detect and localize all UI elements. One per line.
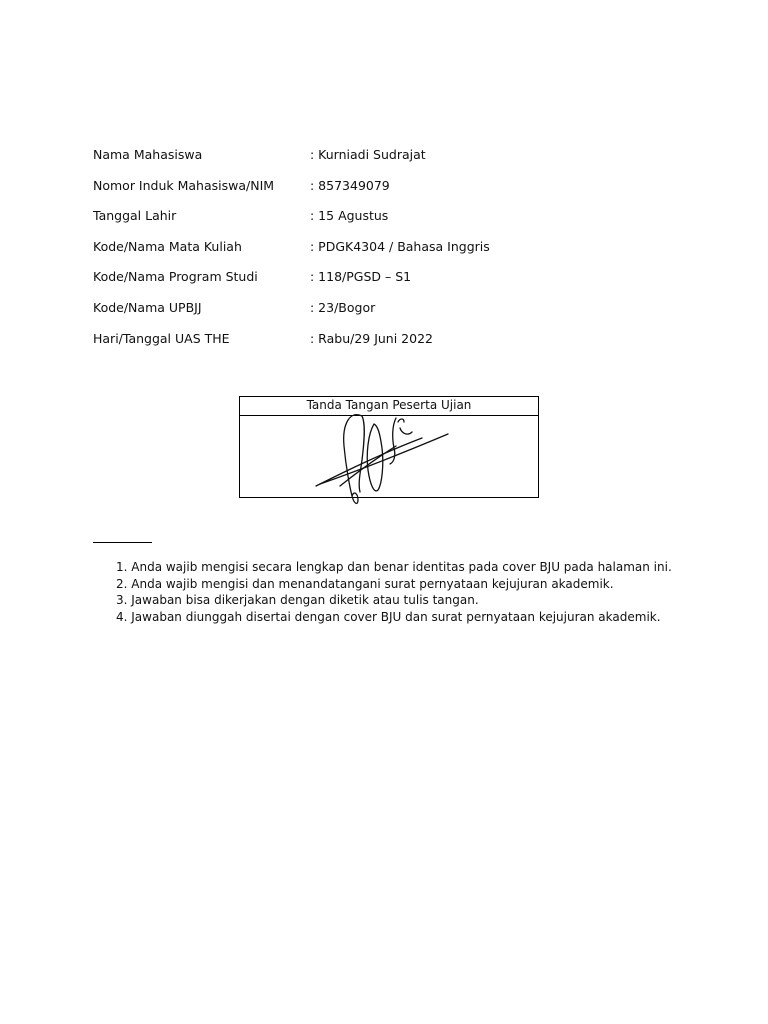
identity-value: : 857349079 bbox=[310, 177, 390, 193]
instruction-item: 2. Anda wajib mengisi dan menandatangani surat pernyataan kejujuran akademik. bbox=[116, 576, 614, 591]
instructions-list bbox=[116, 559, 756, 626]
identity-value: : Kurniadi Sudrajat bbox=[310, 147, 426, 162]
notes-divider bbox=[93, 542, 152, 543]
instruction-item: 4. Jawaban diunggah disertai dengan cover BJU dan surat pernyataan kejujuran akademik. bbox=[116, 610, 661, 625]
identity-label: Kode/Nama UPBJJ bbox=[93, 299, 202, 315]
identity-label: Kode/Nama Program Studi bbox=[93, 269, 258, 285]
identity-row-upbjj bbox=[93, 299, 693, 330]
identity-value: : 118/PGSD – S1 bbox=[310, 269, 412, 285]
identity-value: : Rabu/29 Juni 2022 bbox=[310, 330, 433, 346]
identity-row-program bbox=[93, 268, 693, 299]
handwritten-signature bbox=[300, 404, 460, 512]
identity-table bbox=[93, 146, 693, 360]
identity-value: : 15 Agustus bbox=[310, 208, 389, 224]
instruction-item: 3. Jawaban bisa dikerjakan dengan diketik atau tulis tangan. bbox=[116, 593, 479, 608]
identity-row-nim bbox=[93, 177, 693, 208]
identity-value: : PDGK4304 / Bahasa Inggris bbox=[310, 238, 490, 254]
identity-row-exam-date bbox=[93, 330, 693, 361]
identity-row-course bbox=[93, 238, 693, 269]
instruction-item: 1. Anda wajib mengisi secara lengkap dan benar identitas pada cover BJU pada halaman ini. bbox=[116, 560, 672, 574]
identity-value: : 23/Bogor bbox=[310, 299, 376, 315]
identity-label: Nama Mahasiswa bbox=[93, 147, 203, 162]
identity-row-name bbox=[93, 146, 693, 177]
signature-box-title: Tanda Tangan Peserta Ujian bbox=[240, 397, 538, 416]
identity-label: Kode/Nama Mata Kuliah bbox=[93, 238, 242, 254]
identity-label: Nomor Induk Mahasiswa/NIM bbox=[93, 177, 275, 193]
identity-label: Tanggal Lahir bbox=[93, 208, 177, 224]
identity-row-birthdate bbox=[93, 207, 693, 238]
identity-label: Hari/Tanggal UAS THE bbox=[93, 330, 230, 346]
